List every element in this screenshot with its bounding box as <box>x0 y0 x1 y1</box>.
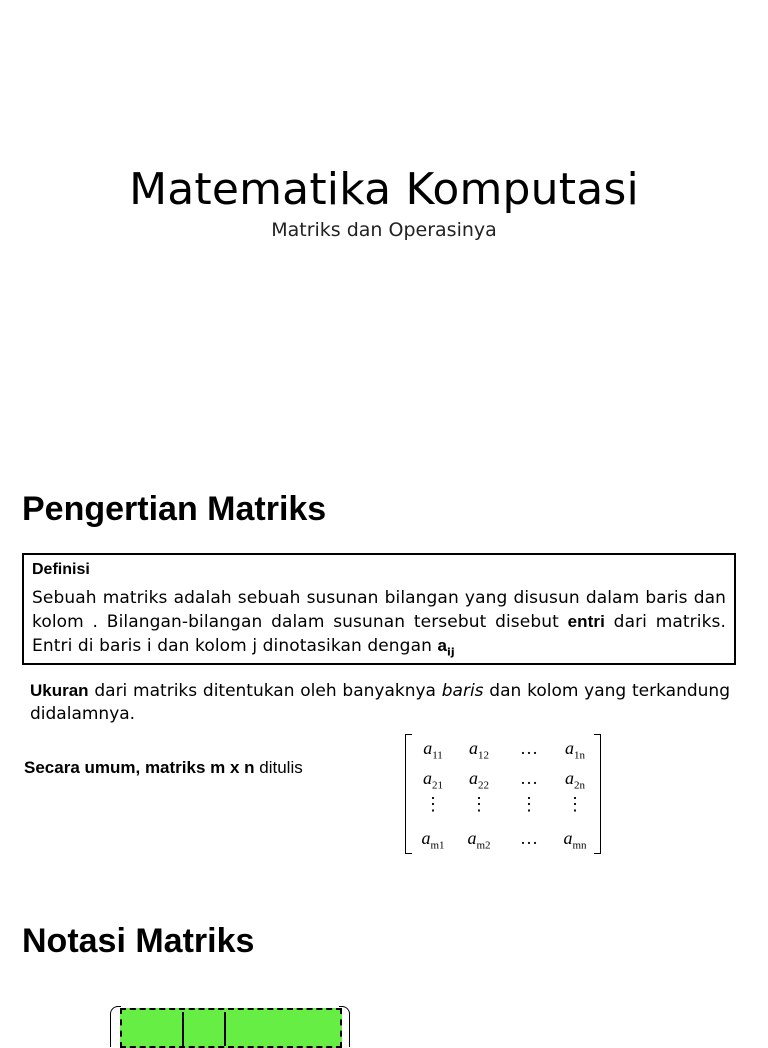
matrix-entry-base: a <box>469 768 478 788</box>
matrix-entry-subscript: 22 <box>478 779 489 792</box>
matrix-entry-subscript: 2n <box>574 779 585 792</box>
matrix-entry-subscript: 21 <box>432 779 443 792</box>
definition-slide <box>0 440 768 880</box>
matrix-entry-base: a <box>423 738 433 758</box>
matrix-entry-subscript: m2 <box>476 839 491 852</box>
column-divider <box>182 1012 184 1046</box>
matrix-entry <box>455 794 503 815</box>
definition-box <box>22 553 736 665</box>
matrix-entry <box>455 768 503 792</box>
matrix-entry <box>455 738 503 762</box>
definition-notation: a <box>437 636 448 655</box>
definition-text <box>32 587 726 663</box>
column-divider <box>224 1012 226 1046</box>
presentation-subtitle: Matriks dan Operasinya <box>271 219 497 241</box>
general-form-text <box>24 758 303 778</box>
ukuran-italic-term: baris <box>441 681 484 701</box>
slide-heading: Pengertian Matriks <box>22 490 327 528</box>
matrix-entry-base: a <box>565 768 574 788</box>
matrix-entry <box>551 738 599 762</box>
matrix-entry <box>409 768 457 792</box>
matrix-entry-subscript: 11 <box>432 749 443 762</box>
ukuran-paragraph <box>30 679 730 726</box>
matrix-entry-base: ⋮ <box>566 794 584 814</box>
definition-label: Definisi <box>32 561 90 578</box>
matrix-entry-base: a <box>421 828 431 848</box>
general-form-suffix: ditulis <box>254 758 303 777</box>
matrix-entry-base: … <box>520 738 538 758</box>
ukuran-term: Ukuran <box>30 681 89 700</box>
matrix-entry <box>551 828 599 852</box>
ukuran-text-part: dan kolom yang terkandung didalamnya. <box>30 681 730 724</box>
matrix-entry-subscript: 1n <box>574 749 585 762</box>
ukuran-text-part: dari matriks ditentukan oleh banyaknya <box>88 681 442 701</box>
notation-slide <box>0 880 768 1024</box>
matrix-entry-base: ⋮ <box>470 794 488 814</box>
slide-heading: Notasi Matriks <box>22 922 255 960</box>
matrix-entry <box>505 768 553 789</box>
matrix-entry-subscript: mn <box>572 839 587 852</box>
matrix-entry <box>409 794 457 815</box>
title-slide <box>0 0 768 440</box>
matrix-entry-base: a <box>467 828 477 848</box>
matrix-entry-base: a <box>563 828 573 848</box>
notation-figure <box>110 1006 350 1046</box>
matrix-entry-base: … <box>520 768 538 788</box>
matrix-entry-base: a <box>423 768 432 788</box>
highlighted-row <box>120 1008 342 1048</box>
matrix-entry <box>505 738 553 759</box>
general-form-size: m x n <box>205 758 255 777</box>
matrix-entry <box>409 828 457 852</box>
matrix-entry-base: ⋮ <box>424 794 442 814</box>
general-form-bold: Secara umum, matriks <box>24 758 206 777</box>
matrix-entry <box>455 828 503 852</box>
matrix-entry-base: a <box>469 738 478 758</box>
matrix-entry <box>551 768 599 792</box>
matrix-entry <box>551 794 599 815</box>
notation-right-bracket <box>339 1006 350 1047</box>
definition-text-part: Sebuah matriks adalah sebuah susunan bilangan yang disusun dalam baris dan kolom . Bilangan-bilangan dalam susunan tersebut disebut <box>32 588 726 632</box>
presentation-title: Matematika Komputasi <box>129 164 639 215</box>
matrix-entry-subscript: 12 <box>478 749 489 762</box>
matrix-entry <box>409 738 457 762</box>
matrix-entry <box>505 828 553 849</box>
definition-term-entri: entri <box>567 612 605 631</box>
matrix-entry-base: … <box>520 828 538 848</box>
matrix-entry-base: a <box>565 738 574 758</box>
matrix-entry-subscript: m1 <box>430 839 445 852</box>
definition-notation-subscript: ij <box>447 645 455 659</box>
matrix-entry-base: ⋮ <box>520 794 538 814</box>
definition-text-part: dari matriks. Entri di baris i dan kolom j dinotasikan dengan <box>32 612 726 656</box>
general-matrix <box>403 734 603 854</box>
matrix-entry <box>505 794 553 815</box>
